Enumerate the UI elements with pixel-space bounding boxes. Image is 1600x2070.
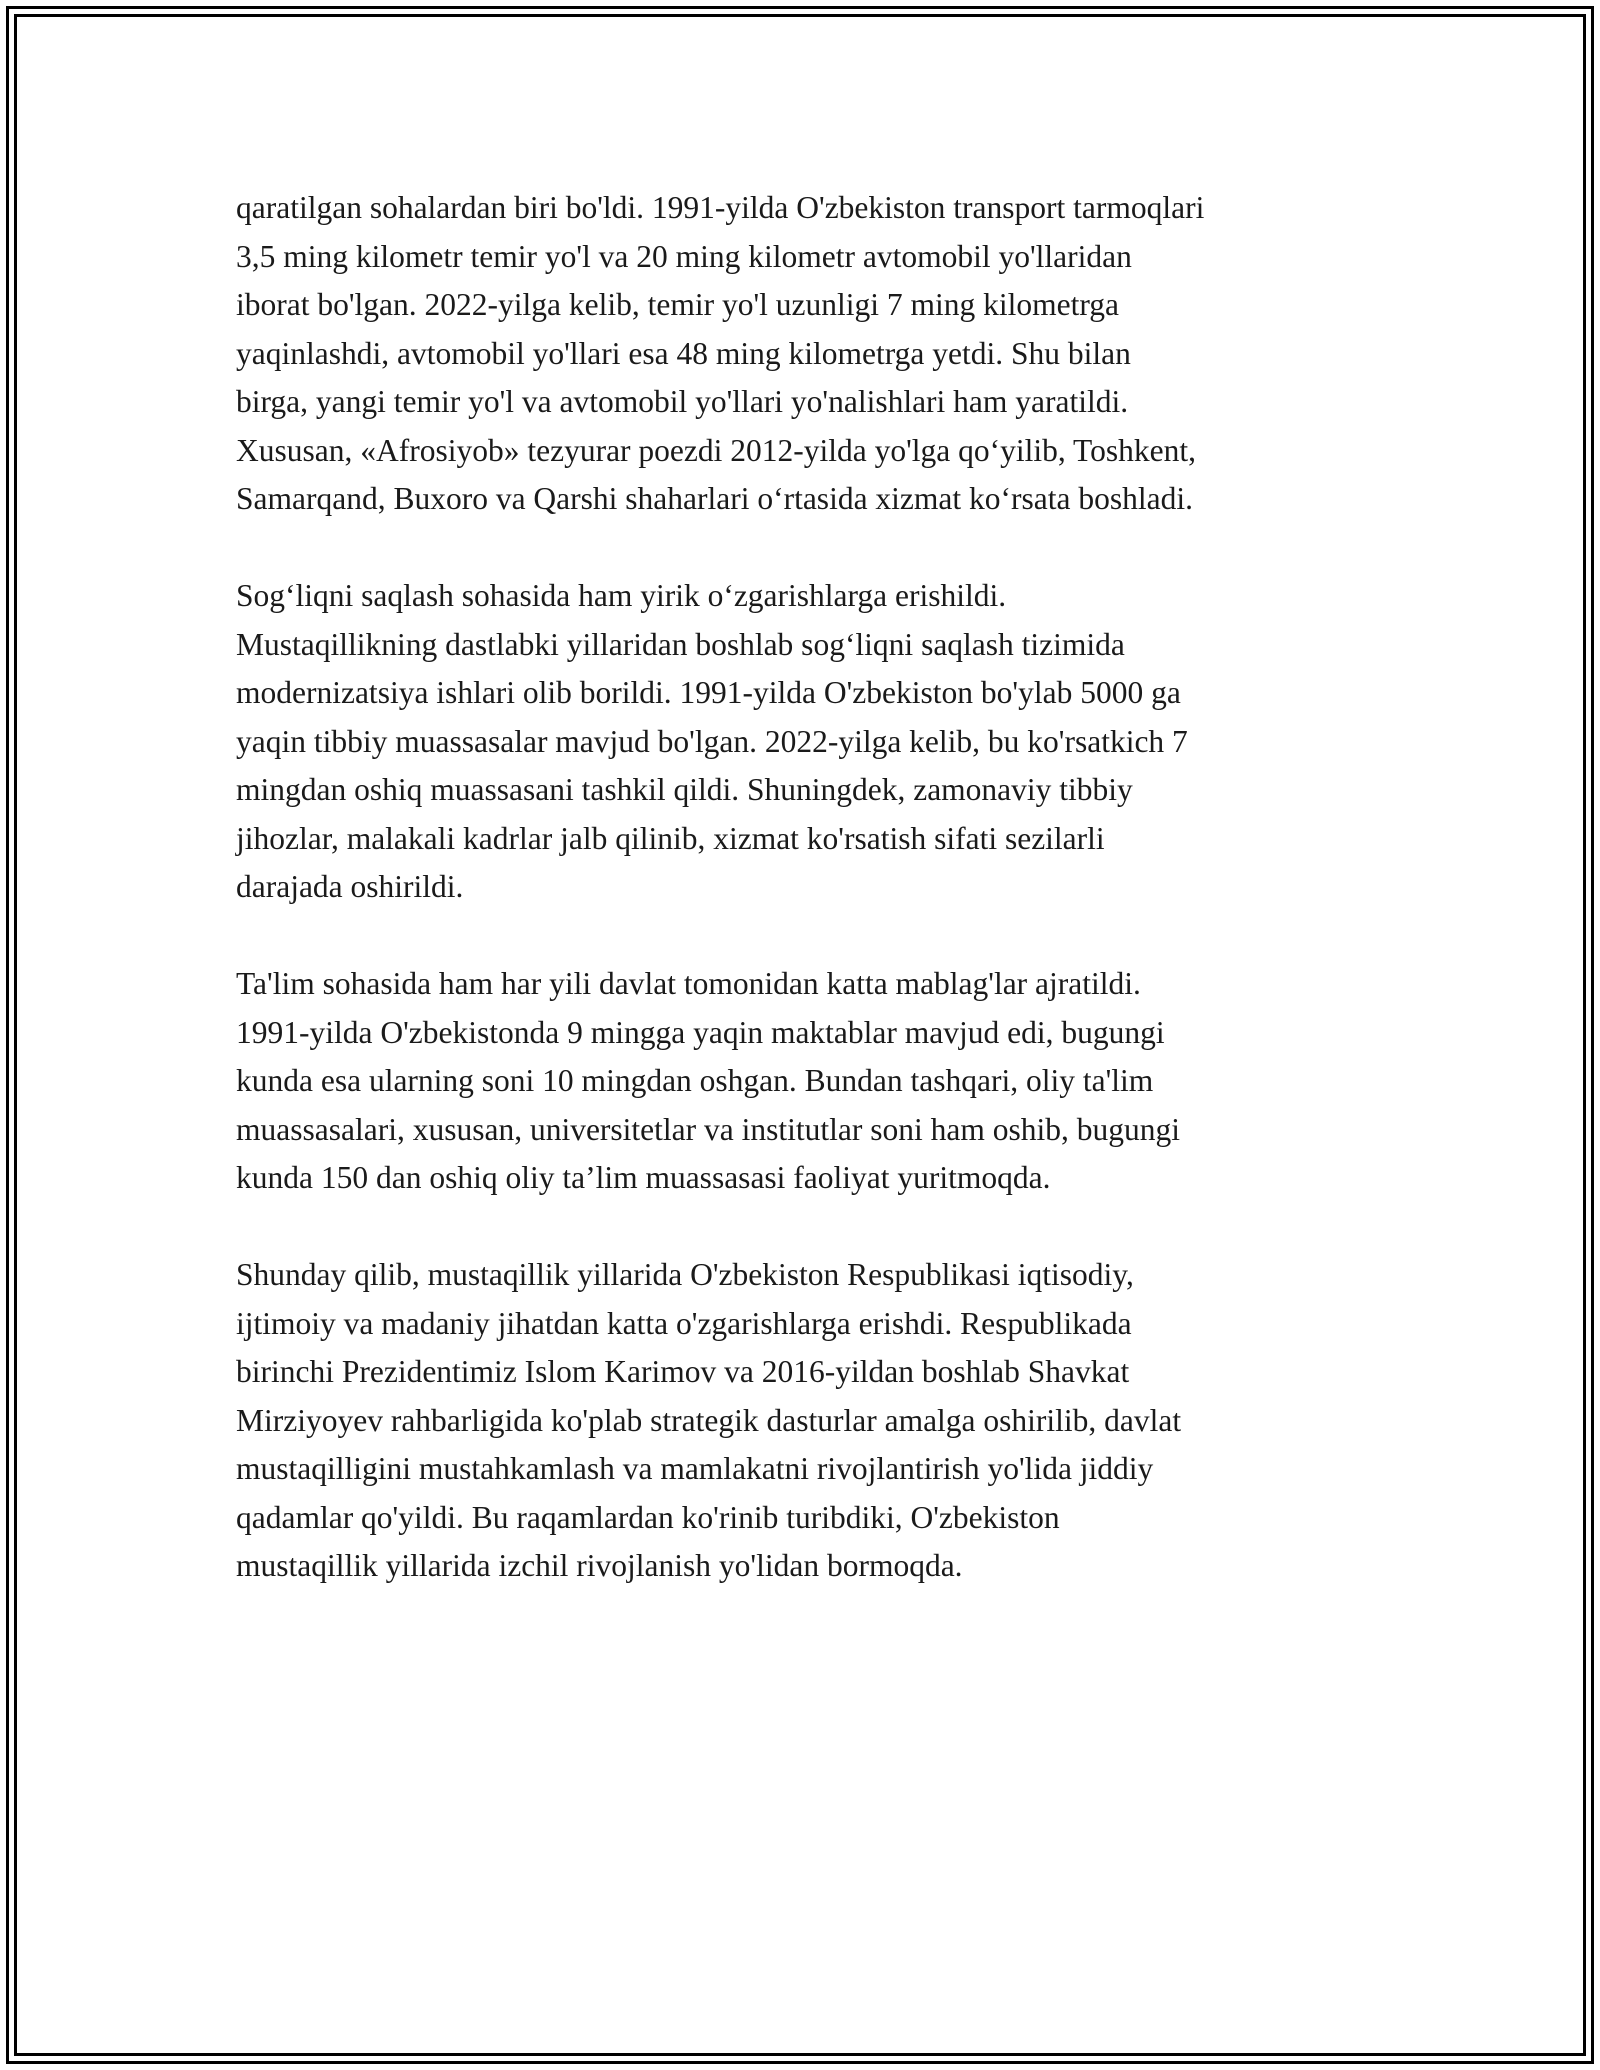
text-line: birinchi Prezidentimiz Islom Karimov va 2016-yildan boshlab Shavkat bbox=[236, 1354, 1130, 1389]
text-line: birga, yangi temir yo'l va avtomobil yo'llari yo'nalishlari ham yaratildi. bbox=[236, 384, 1129, 419]
text-line: iborat bo'lgan. 2022-yilga kelib, temir yo'l uzunligi 7 ming kilometrga bbox=[236, 287, 1119, 322]
text-line: qadamlar qo'yildi. Bu raqamlardan ko'rinib turibdiki, O'zbekiston bbox=[236, 1499, 1060, 1535]
text-line: jihozlar, malakali kadrlar jalb qilinib, xizmat ko'rsatish sifati sezilarli bbox=[236, 820, 1105, 856]
paragraph-education bbox=[236, 960, 1376, 1203]
text-line: Sog‘liqni saqlash sohasida ham yirik o‘zgarishlarga erishildi. bbox=[236, 578, 1007, 613]
paragraph-healthcare bbox=[236, 572, 1376, 912]
text-line: qaratilgan sohalardan biri bo'ldi. 1991-yilda O'zbekiston transport tarmoqlari bbox=[236, 190, 1205, 225]
text-line: ijtimoiy va madaniy jihatdan katta o'zgarishlarga erishdi. Respublikada bbox=[236, 1305, 1132, 1341]
text-line: Shunday qilib, mustaqillik yillarida O'zbekiston Respublikasi iqtisodiy, bbox=[236, 1257, 1134, 1292]
text-line: Xususan, «Afrosiyob» tezyurar poezdi 2012-yilda yo'lga qo‘yilib, Toshkent, bbox=[236, 432, 1196, 468]
text-line: modernizatsiya ishlari olib borildi. 1991-yilda O'zbekiston bo'ylab 5000 ga bbox=[236, 675, 1181, 710]
text-line: darajada oshirildi. bbox=[236, 869, 464, 904]
paragraph-conclusion bbox=[236, 1251, 1376, 1591]
text-line: Mirziyoyev rahbarligida ko'plab strategik dasturlar amalga oshirilib, davlat bbox=[236, 1402, 1182, 1438]
text-line: mingdan oshiq muassasani tashkil qildi. Shuningdek, zamonaviy tibbiy bbox=[236, 772, 1133, 807]
text-line: Mustaqillikning dastlabki yillaridan boshlab sog‘liqni saqlash tizimida bbox=[236, 626, 1125, 662]
text-line: Ta'lim sohasida ham har yili davlat tomonidan katta mablag'lar ajratildi. bbox=[236, 966, 1141, 1001]
text-line: 1991-yilda O'zbekistonda 9 mingga yaqin maktablar mavjud edi, bugungi bbox=[236, 1014, 1165, 1050]
text-line: yaqin tibbiy muassasalar mavjud bo'lgan. 2022-yilga kelib, bu ko'rsatkich 7 bbox=[236, 723, 1188, 759]
document-body bbox=[236, 184, 1376, 1639]
text-line: kunda esa ularning soni 10 mingdan oshgan. Bundan tashqari, oliy ta'lim bbox=[236, 1063, 1154, 1098]
text-line: yaqinlashdi, avtomobil yo'llari esa 48 ming kilometrga yetdi. Shu bilan bbox=[236, 335, 1131, 371]
text-line: mustaqillik yillarida izchil rivojlanish yo'lidan bormoqda. bbox=[236, 1548, 963, 1583]
text-line: Samarqand, Buxoro va Qarshi shaharlari o‘rtasida xizmat ko‘rsata boshladi. bbox=[236, 481, 1193, 516]
text-line: kunda 150 dan oshiq oliy ta’lim muassasasi faoliyat yuritmoqda. bbox=[236, 1160, 1051, 1195]
text-line: 3,5 ming kilometr temir yo'l va 20 ming kilometr avtomobil yo'llaridan bbox=[236, 238, 1132, 274]
paragraph-transport bbox=[236, 184, 1376, 524]
text-line: muassasalari, xususan, universitetlar va institutlar soni ham oshib, bugungi bbox=[236, 1111, 1180, 1147]
text-line: mustaqilligini mustahkamlash va mamlakatni rivojlantirish yo'lida jiddiy bbox=[236, 1451, 1154, 1486]
